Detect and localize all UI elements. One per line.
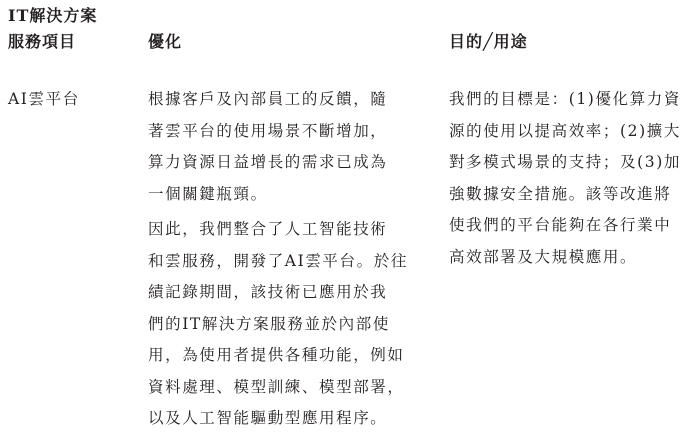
- text-line: 績記錄期間，該技術已應用於我: [148, 283, 388, 301]
- optimization-paragraph-2: [148, 214, 408, 435]
- service-name-cell: [8, 84, 80, 116]
- text-line: 資料處理、模型訓練、模型部署，: [148, 377, 405, 396]
- text-line: 和雲服務，開發了AI雲平台。於往: [148, 251, 408, 270]
- purpose-cell: [449, 84, 681, 273]
- service-name: AI雲平台: [8, 90, 80, 108]
- text-line: 源的使用以提高效率；(2)擴大: [449, 121, 681, 140]
- text-line: 一個關鍵瓶頸。: [148, 184, 268, 203]
- header-purpose-use: 目的╱用途: [449, 32, 528, 51]
- text-line: 高效部署及大規模應用。: [449, 247, 638, 266]
- text-line: 根據客戶及內部員工的反饋，隨: [148, 90, 388, 108]
- header-optimization: 優化: [148, 32, 183, 51]
- text-line: 我們的目標是：(1)優化算力資: [449, 90, 681, 108]
- header-service-line1: IT解決方案: [8, 6, 98, 25]
- text-line: 算力資源日益增長的需求已成為: [148, 153, 388, 171]
- text-line: 使我們的平台能夠在各行業中: [449, 216, 672, 234]
- optimization-paragraph-1: [148, 84, 387, 210]
- text-line: 對多模式場景的支持；及(3)加: [449, 153, 681, 171]
- header-service-line2: 服務項目: [8, 32, 77, 51]
- text-line: 強數據安全措施。該等改進將: [449, 184, 672, 203]
- text-line: 因此，我們整合了人工智能技術: [148, 220, 388, 238]
- text-line: 以及人工智能驅動型應用程序。: [148, 409, 388, 427]
- text-line: 著雲平台的使用場景不斷增加，: [148, 121, 388, 140]
- text-line: 們的IT解決方案服務並於內部使: [148, 314, 390, 333]
- text-line: 用，為使用者提供各種功能，例如: [148, 346, 405, 364]
